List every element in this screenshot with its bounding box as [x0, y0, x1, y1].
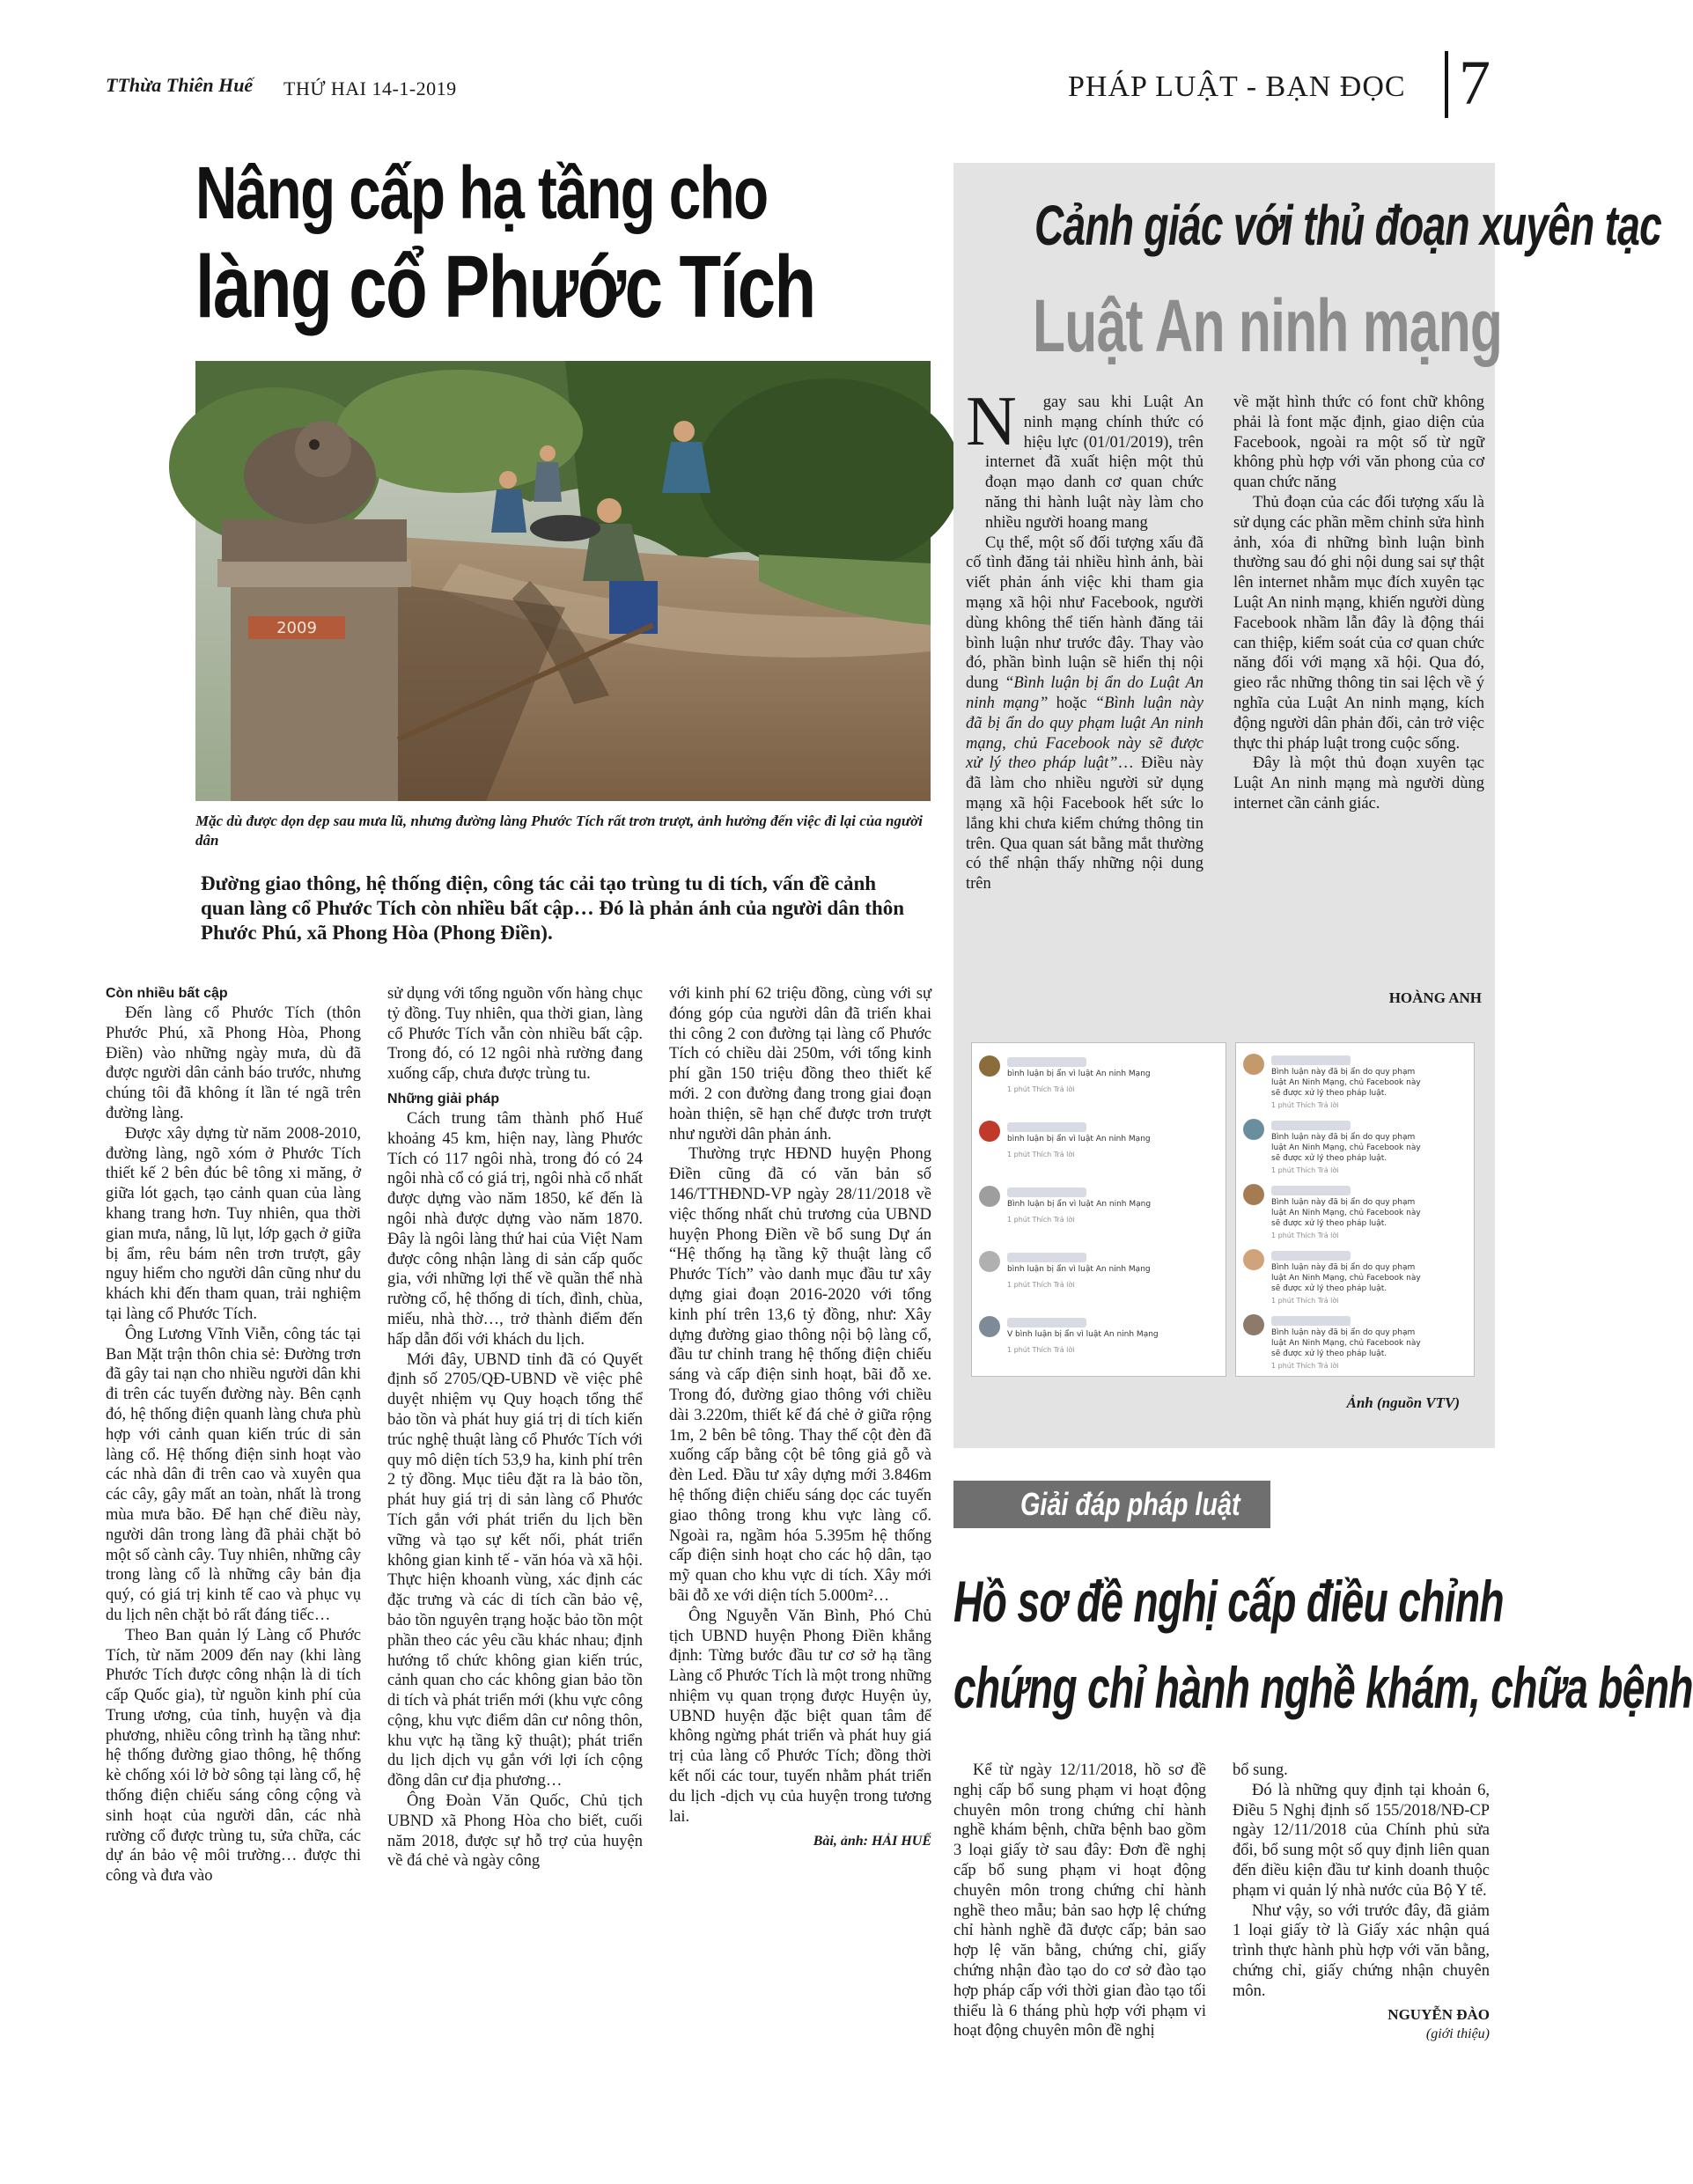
section-tag-legal-advice: Giải đáp pháp luật	[953, 1481, 1270, 1528]
avatar	[1243, 1184, 1264, 1205]
paragraph: về mặt hình thức có font chữ không phải là font mặc định, giao diện của Facebook, ngoài ra một số từ ngữ không phù hợp với văn phong của cơ quan chức năng	[1233, 393, 1484, 492]
facebook-comment	[1243, 1249, 1468, 1309]
legal-article-byline-note: (giới thiệu)	[1425, 2026, 1490, 2042]
blurred-username	[1007, 1253, 1086, 1262]
main-article-column-3	[669, 984, 931, 1852]
facebook-comment	[979, 1186, 1220, 1239]
subheading-solutions: Những giải pháp	[387, 1091, 500, 1107]
legal-article-title-line2: chứng chỉ hành nghề khám, chữa bệnh	[953, 1655, 1693, 1720]
avatar	[1243, 1249, 1264, 1270]
comment-meta: 1 phút Thích Trả lời	[1271, 1362, 1339, 1370]
comment-text: V bình luận bị ẩn vì luật An ninh Mạng	[1007, 1330, 1159, 1339]
paragraph: Ông Lương Vĩnh Viễn, công tác tại Ban Mặt trận thôn chia sẻ: Đường trơn đã gây tai nạn cho nhiều người dân khi đi trên các tuyến đường này. Bên cạnh đó, hệ thống điện quanh làng chưa phù hợp với cảnh quan kiến trúc di sản làng cổ. Hệ thống điện sinh hoạt vào các nhà dân đi trên cao và xuyên qua các cây, gây mất an toàn, nhất là trong mùa mưa bão. Để hạn chế điều này, người dân trong làng đã phải chặt bỏ một số cành cây. Tuy nhiên, những cây trong làng cổ là những cây bản địa quý, có giá trị kinh tế cao và phục vụ du lịch nên chặt bỏ rất đáng tiếc…	[106, 1325, 361, 1624]
comment-text-line3: sẽ được xử lý theo pháp luật.	[1271, 1154, 1388, 1163]
comment-text-line3: sẽ được xử lý theo pháp luật.	[1271, 1349, 1388, 1358]
village-road-photo-illustration	[195, 361, 931, 801]
comment-meta: 1 phút Thích Trả lời	[1007, 1085, 1075, 1093]
comment-text-line3: sẽ được xử lý theo pháp luật.	[1271, 1284, 1388, 1293]
paragraph: Cụ thể, một số đối tượng xấu đã cố tình đăng tải nhiều hình ảnh, bài viết phản ánh việc khi tham gia mạng xã hội như Facebook, người dùng không thể tiến hành đăng tải bình luận như trước đây. Thay vào đó, phần bình luận sẽ hiển thị nội dung “Bình luận bị ẩn do Luật An ninh mạng” hoặc “Bình luận này đã bị ẩn do quy phạm luật An ninh mạng, chủ Facebook này sẽ được xử lý theo pháp luật”… Điều này đã làm cho nhiều người sử dụng mạng xã hội Facebook hết sức lo lắng khi chưa kiểm chứng thông tin trên. Qua quan sát bằng mắt thường có thể nhận thấy những nội dung trên	[966, 533, 1204, 893]
comment-meta: 1 phút Thích Trả lời	[1271, 1101, 1339, 1109]
paragraph: sử dụng với tổng nguồn vốn hàng chục tỷ đồng. Tuy nhiên, qua thời gian, làng cổ Phước Tích vẫn còn nhiều bất cập. Trong đó, có 12 ngôi nhà rường đang xuống cấp, chưa được trùng tu.	[387, 985, 643, 1084]
main-article-column-2	[387, 984, 643, 1871]
facebook-comment	[979, 1055, 1220, 1108]
blurred-username	[1007, 1318, 1086, 1327]
blurred-username	[1271, 1055, 1351, 1065]
dropcap: N	[966, 383, 1017, 460]
side-article-title-line2: Luật An ninh mạng	[1033, 284, 1503, 367]
legal-article-title-line1: Hồ sơ đề nghị cấp điều chỉnh	[953, 1569, 1504, 1634]
comment-meta: 1 phút Thích Trả lời	[1271, 1232, 1339, 1239]
comment-meta: 1 phút Thích Trả lời	[1007, 1151, 1075, 1158]
comment-text-line3: sẽ được xử lý theo pháp luật.	[1271, 1219, 1388, 1228]
avatar	[1243, 1119, 1264, 1140]
comment-text: bình luận bị ẩn vì luật An ninh Mạng	[1007, 1265, 1151, 1274]
comment-meta: 1 phút Thích Trả lời	[1007, 1346, 1075, 1354]
masthead-paper-name: TThừa Thiên Huế	[106, 74, 254, 96]
comment-text: bình luận bị ẩn vì luật An ninh Mạng	[1007, 1070, 1151, 1078]
blurred-username	[1007, 1057, 1086, 1067]
paragraph: Đây là một thủ đoạn xuyên tạc Luật An ninh mạng mà người dùng internet cần cảnh giác.	[1233, 754, 1484, 813]
main-article-byline: Bài, ảnh: HẢI HUẾ	[813, 1834, 931, 1849]
side-article-title-line1: Cảnh giác với thủ đoạn xuyên tạc	[1034, 194, 1662, 257]
masthead-date: THỨ HAI 14-1-2019	[283, 77, 457, 99]
facebook-comment	[979, 1121, 1220, 1173]
avatar	[979, 1186, 1000, 1207]
comment-text-line1: Bình luận này đã bị ẩn do quy phạm	[1271, 1328, 1416, 1337]
main-headline-line1: Nâng cấp hạ tầng cho	[195, 151, 768, 234]
main-headline	[195, 150, 953, 338]
paragraph: Được xây dựng từ năm 2008-2010, đường làng, ngõ xóm ở Phước Tích thiết kế 2 bên đúc bê tông xi măng, ở giữa lót gạch, tạo cảnh quan của làng khang trang hơn. Tuy nhiên, qua thời gian mưa, nắng, lũ lụt, lớp gạch ở giữa bị ẩm, rêu bám nên trơn trượt, gây nguy hiểm cho người dân cũng như du khách khi đến tham quan, trải nghiệm tại làng cổ Phước Tích.	[106, 1124, 361, 1323]
photo-caption: Mặc dù được dọn dẹp sau mưa lũ, nhưng đường làng Phước Tích rất trơn trượt, ảnh hưởng đến việc đi lại của người dân	[195, 813, 923, 849]
paragraph: N gay sau khi Luật An ninh mạng chính thức có hiệu lực (01/01/2019), trên internet đã xuất hiện một thủ đoạn mạo danh cơ quan chức năng thi hành luật này làm cho nhiều người hoang mang	[966, 383, 1204, 532]
comment-text-line1: Bình luận này đã bị ẩn do quy phạm	[1271, 1198, 1416, 1207]
paragraph: Mới đây, UBND tỉnh đã có Quyết định số 2705/QĐ-UBND về việc phê duyệt nhiệm vụ Quy hoạch tổng thể bảo tồn và phát huy giá trị di tích kiến trúc nghệ thuật làng cổ Phước Tích với quy mô diện tích 53,9 ha, kinh phí trên 2 tỷ đồng. Mục tiêu đặt ra là bảo tồn, phát huy giá trị di sản làng cổ Phước Tích gắn với phát triển du lịch bền vững và tạo sự kết nối, phát triển không gian kinh tế - văn hóa và xã hội. Thực hiện khoanh vùng, xác định các đặc trưng và các di tích cần bảo vệ, bảo tồn nguyên trạng hoặc bảo tồn một phần theo các yêu cầu khác nhau; định hướng tổ chức không gian kiến trúc, cảnh quan cho các không gian bảo tồn di tích và phát triển mới (khu vực công cộng, khu vực điểm dân cư nông thôn, khu vực hạ tầng kỹ thuật); phát triển du lịch dịch vụ gắn với lợi ích cộng đồng dân cư địa phương…	[387, 1350, 643, 1791]
avatar	[1243, 1314, 1264, 1335]
facebook-comment	[1243, 1119, 1468, 1179]
facebook-comment	[1243, 1314, 1468, 1374]
avatar	[979, 1316, 1000, 1337]
photo-credit: Ảnh (nguồn VTV)	[1346, 1394, 1460, 1411]
blurred-username	[1271, 1251, 1351, 1261]
facebook-screenshots	[971, 1042, 1473, 1377]
paragraph: Kể từ ngày 12/11/2018, hồ sơ đề nghị cấp bổ sung phạm vi hoạt động chuyên môn trong chứng chỉ hành nghề khám bệnh, chữa bệnh bao gồm 3 loại giấy tờ sau đây: Đơn đề nghị cấp bổ sung phạm vi hoạt động chuyên môn trong chứng chỉ hành nghề theo mẫu; bản sao hợp lệ chứng chỉ hành nghề đã được cấp; bản sao hợp lệ văn bằng, chứng chỉ, giấy chứng nhận đào tạo do cơ sở đào tạo hợp pháp cấp với thời gian đào tạo tối thiểu là 6 tháng phù hợp với phạm vi hoạt động chuyên môn đề nghị	[953, 1761, 1206, 2041]
comment-text-line2: luật An Ninh Mạng, chủ Facebook này	[1271, 1143, 1421, 1152]
subheading-issues: Còn nhiều bất cập	[106, 986, 228, 1001]
comment-text: bình luận bị ẩn vì luật An ninh Mạng	[1007, 1135, 1151, 1143]
main-article-column-1	[106, 984, 361, 1886]
article-lead: Đường giao thông, hệ thống điện, công tác cải tạo trùng tu di tích, vấn đề cảnh quan làng cổ Phước Tích còn nhiều bất cập… Đó là phản ánh của người dân thôn Phước Phú, xã Phong Hòa (Phong Điền).	[201, 872, 905, 944]
legal-article-title	[953, 1558, 1693, 1731]
comment-text-line1: Bình luận này đã bị ẩn do quy phạm	[1271, 1068, 1416, 1077]
legal-article-byline: NGUYỄN ĐÀO	[1388, 2005, 1490, 2023]
paragraph: Cách trung tâm thành phố Huế khoảng 45 km, hiện nay, làng Phước Tích có 117 ngôi nhà, trong đó có 24 ngôi nhà cổ có giá trị, ngôi nhà cổ nhất được dựng vào năm 1850, kế đến là ngôi nhà được dựng vào năm 1870. Đây là ngôi làng thứ hai của Việt Nam được công nhận làng di sản cấp quốc gia, với những lợi thế về quần thể nhà rường cổ, hệ thống di tích, đình, chùa, miếu, nhà thờ…, trở thành điểm đến hấp dẫn đối với khách du lịch.	[387, 1109, 643, 1349]
avatar	[979, 1251, 1000, 1272]
paragraph: bổ sung.	[1233, 1761, 1288, 1779]
avatar	[979, 1055, 1000, 1077]
avatar	[1243, 1054, 1264, 1075]
paragraph: với kinh phí 62 triệu đồng, cùng với sự đóng góp của người dân đã triển khai thi công 2 con đường tại làng cổ Phước Tích có chiều dài 250m, với tổng kinh phí gần 150 triệu đồng theo thiết kế mới. 2 con đường đang trong giai đoạn hoàn thiện, sẽ hạn chế được trơn trượt như người dân phản ánh.	[669, 985, 931, 1143]
side-article-byline: HOÀNG ANH	[1388, 989, 1482, 1006]
legal-article-column-1	[953, 1761, 1206, 2041]
masthead-section: PHÁP LUẬT - BẠN ĐỌC	[1068, 70, 1406, 103]
blurred-username	[1271, 1186, 1351, 1195]
paragraph: Đó là những quy định tại khoản 6, Điều 5 Nghị định số 155/2018/NĐ-CP ngày 12/11/2018 của Chính phủ sửa đổi, bổ sung một số quy định liên quan đến điều kiện đầu tư kinh doanh thuộc phạm vi quản lý nhà nước của Bộ Y tế.	[1233, 1781, 1490, 1900]
comment-meta: 1 phút Thích Trả lời	[1007, 1216, 1075, 1224]
avatar	[979, 1121, 1000, 1142]
blurred-username	[1271, 1121, 1351, 1130]
masthead-page-number: 7	[1445, 51, 1491, 118]
paragraph: Thủ đoạn của các đối tượng xấu là sử dụng các phần mềm chỉnh sửa hình ảnh, xóa đi những bình luận bình thường sau đó ghi nội dung sai sự thật lên internet nhằm mục đích xuyên tạc Luật An ninh mạng, khiến người dùng Facebook nhầm lẫn đây là động thái can thiệp, kiểm soát của cơ quan chức năng đối với mạng xã hội. Qua đó, gieo rắc những thông tin sai lệch về ý nghĩa của Luật An ninh mạng, kích động người dân phản đối, cản trở việc thực thi pháp luật trong cuộc sống.	[1233, 493, 1484, 753]
side-article-column-1	[966, 383, 1204, 894]
comment-text-line2: luật An Ninh Mạng, chủ Facebook này	[1271, 1078, 1421, 1087]
main-photo	[195, 361, 931, 801]
comment-meta: 1 phút Thích Trả lời	[1271, 1297, 1339, 1305]
paragraph: Theo Ban quản lý Làng cổ Phước Tích, từ năm 2009 đến nay (khi làng Phước Tích được công nhận là di tích cấp Quốc gia), từ nguồn kinh phí của Trung ương, của tỉnh, huyện và địa phương, nhiều công trình hạ tầng như: hệ thống đường giao thông, hệ thống kè chống xói lở bờ sông tại làng cổ, hệ thống điện chiếu sáng công cộng và sinh hoạt của người dân, các nhà rường cổ được trùng tu, sửa chữa, các dự án bảo vệ môi trường… được thi công và đưa vào	[106, 1626, 361, 1886]
comment-meta: 1 phút Thích Trả lời	[1271, 1166, 1339, 1174]
legal-article-column-2	[1233, 1761, 1490, 2045]
screenshot-right	[1235, 1042, 1475, 1377]
paragraph: Ông Đoàn Văn Quốc, Chủ tịch UBND xã Phong Hòa cho biết, cuối năm 2018, được sự hỗ trợ của huyện về đá chẻ và ngày công	[387, 1792, 643, 1871]
blurred-username	[1007, 1188, 1086, 1197]
facebook-comment	[979, 1251, 1220, 1304]
blurred-username	[1007, 1122, 1086, 1132]
comment-text-line2: luật An Ninh Mạng, chủ Facebook này	[1271, 1339, 1421, 1348]
paragraph: Như vậy, so với trước đây, đã giảm 1 loại giấy tờ là Giấy xác nhận quá trình thực hành phù hợp với văn bằng, chứng chỉ, giấy chứng nhận chuyên môn.	[1233, 1901, 1490, 2000]
facebook-comment	[1243, 1184, 1468, 1244]
comment-text: Bình luận bị ẩn vì luật An ninh Mạng	[1007, 1200, 1152, 1209]
comment-text-line1: Bình luận này đã bị ẩn do quy phạm	[1271, 1263, 1416, 1272]
comment-text-line3: sẽ được xử lý theo pháp luật.	[1271, 1089, 1388, 1098]
main-headline-line2: làng cổ Phước Tích	[195, 238, 815, 336]
side-article-column-2	[1233, 393, 1484, 814]
blurred-username	[1271, 1316, 1351, 1326]
comment-text-line2: luật An Ninh Mạng, chủ Facebook này	[1271, 1274, 1421, 1283]
paragraph: Đến làng cổ Phước Tích (thôn Phước Phú, xã Phong Hòa, Phong Điền) vào những ngày mưa, dù đã được người dân cảnh báo trước, nhưng chúng tôi đã không ít lần té ngã trên đường làng.	[106, 1004, 361, 1122]
comment-text-line2: luật An Ninh Mạng, chủ Facebook này	[1271, 1209, 1421, 1217]
facebook-comment	[1243, 1054, 1468, 1114]
photo-plaque-text: 2009	[276, 619, 317, 637]
screenshot-left	[971, 1042, 1226, 1377]
comment-text-line1: Bình luận này đã bị ẩn do quy phạm	[1271, 1133, 1416, 1142]
comment-meta: 1 phút Thích Trả lời	[1007, 1281, 1075, 1289]
paragraph: Thường trực HĐND huyện Phong Điền cũng đã có văn bản số 146/TTHĐND-VP ngày 28/11/2018 về việc thống nhất chủ trương của UBND huyện Phong Điền về bổ sung Dự án “Hệ thống hạ tầng kỹ thuật làng cổ Phước Tích” vào danh mục đầu tư xây dựng giai đoạn 2016-2020 với tổng kinh phí trên 13,6 tỷ đồng, như: Xây dựng đường giao thông nội bộ làng cổ, đầu tư chỉnh trang hệ thống điện chiếu sáng và cấp điện sinh hoạt, bãi đỗ xe. Trong đó, đường giao thông với chiều dài 3.220m, thiết kế đá chẻ ở giữa rộng 1m, 2 bên bê tông. Thay thế cột đèn đã xuống cấp bằng cột bê tông giả gỗ và đèn Led. Đầu tư xây dựng mới 3.846m hệ thống điện chiếu sáng dọc các tuyến giao thông trong khu vực làng cổ. Ngoài ra, ngầm hóa 5.395m hệ thống cấp điện sinh hoạt cho các hộ dân, tạo mỹ quan cho khu vực di tích. Xây mới bãi đỗ xe với diện tích 5.000m²…	[669, 1145, 931, 1605]
facebook-comment	[979, 1316, 1220, 1369]
paragraph: Ông Nguyễn Văn Bình, Phó Chủ tịch UBND huyện Phong Điền khẳng định: Từng bước đầu tư cơ sở hạ tầng Làng cổ Phước Tích là một trong những nhiệm vụ quan trọng được Huyện ủy, UBND huyện đặc biệt quan tâm để không ngừng phát triển và phát huy giá trị của làng cổ Phước Tích; đồng thời kết nối các tour, tuyến nhằm phát triển du lịch -dịch vụ của huyện trong tương lai.	[669, 1607, 931, 1826]
